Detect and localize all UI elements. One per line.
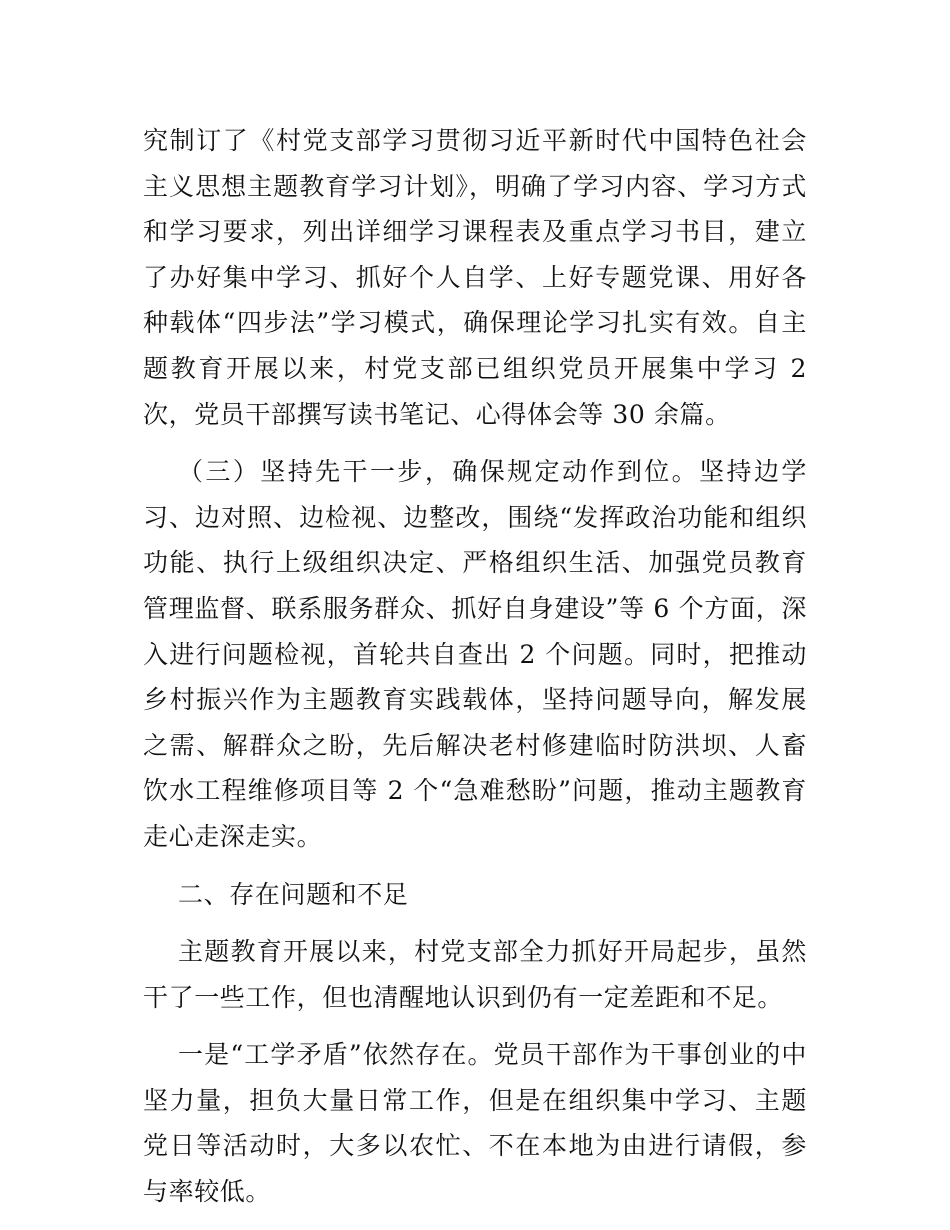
document-body — [143, 118, 807, 1215]
section-heading-problems: 二、存在问题和不足 — [178, 879, 409, 909]
paragraph-section-three: （三）坚持先干一步，确保规定动作到位。坚持边学习、边对照、边检视、边整改，围绕“发挥政治功能和组织功能、执行上级组织决定、严格组织生活、加强党员教育管理监督、联系服务群众、抓好自身建设”等 6 个方面，深入进行问题检视，首轮共自查出 2 个问题。同时，把推动乡村振兴作为主题教育实践载体，坚持问题导向，解发展之需、解群众之盼，先后解决老村修建临时防洪坝、人畜饮水工程维修项目等 2 个“急难愁盼”问题，推动主题教育走心走深走实。 — [143, 457, 807, 851]
paragraph-study-plan: 究制订了《村党支部学习贯彻习近平新时代中国特色社会主义思想主题教育学习计划》，明确了学习内容、学习方式和学习要求，列出详细学习课程表及重点学习书目，建立了办好集中学习、抓好个人自学、上好专题党课、用好各种载体“四步法”学习模式，确保理论学习扎实有效。自主题教育开展以来，村党支部已组织党员开展集中学习 2 次，党员干部撰写读书笔记、心得体会等 30 余篇。 — [143, 126, 807, 429]
paragraph-problem-one: 一是“工学矛盾”依然存在。党员干部作为干事创业的中坚力量，担负大量日常工作，但是在组织集中学习、主题党日等活动时，大多以农忙、不在本地为由进行请假，参与率较低。 — [143, 1040, 807, 1207]
paragraph-problems-intro: 主题教育开展以来，村党支部全力抓好开局起步，虽然干了一些工作，但也清醒地认识到仍有一定差距和不足。 — [143, 937, 807, 1012]
